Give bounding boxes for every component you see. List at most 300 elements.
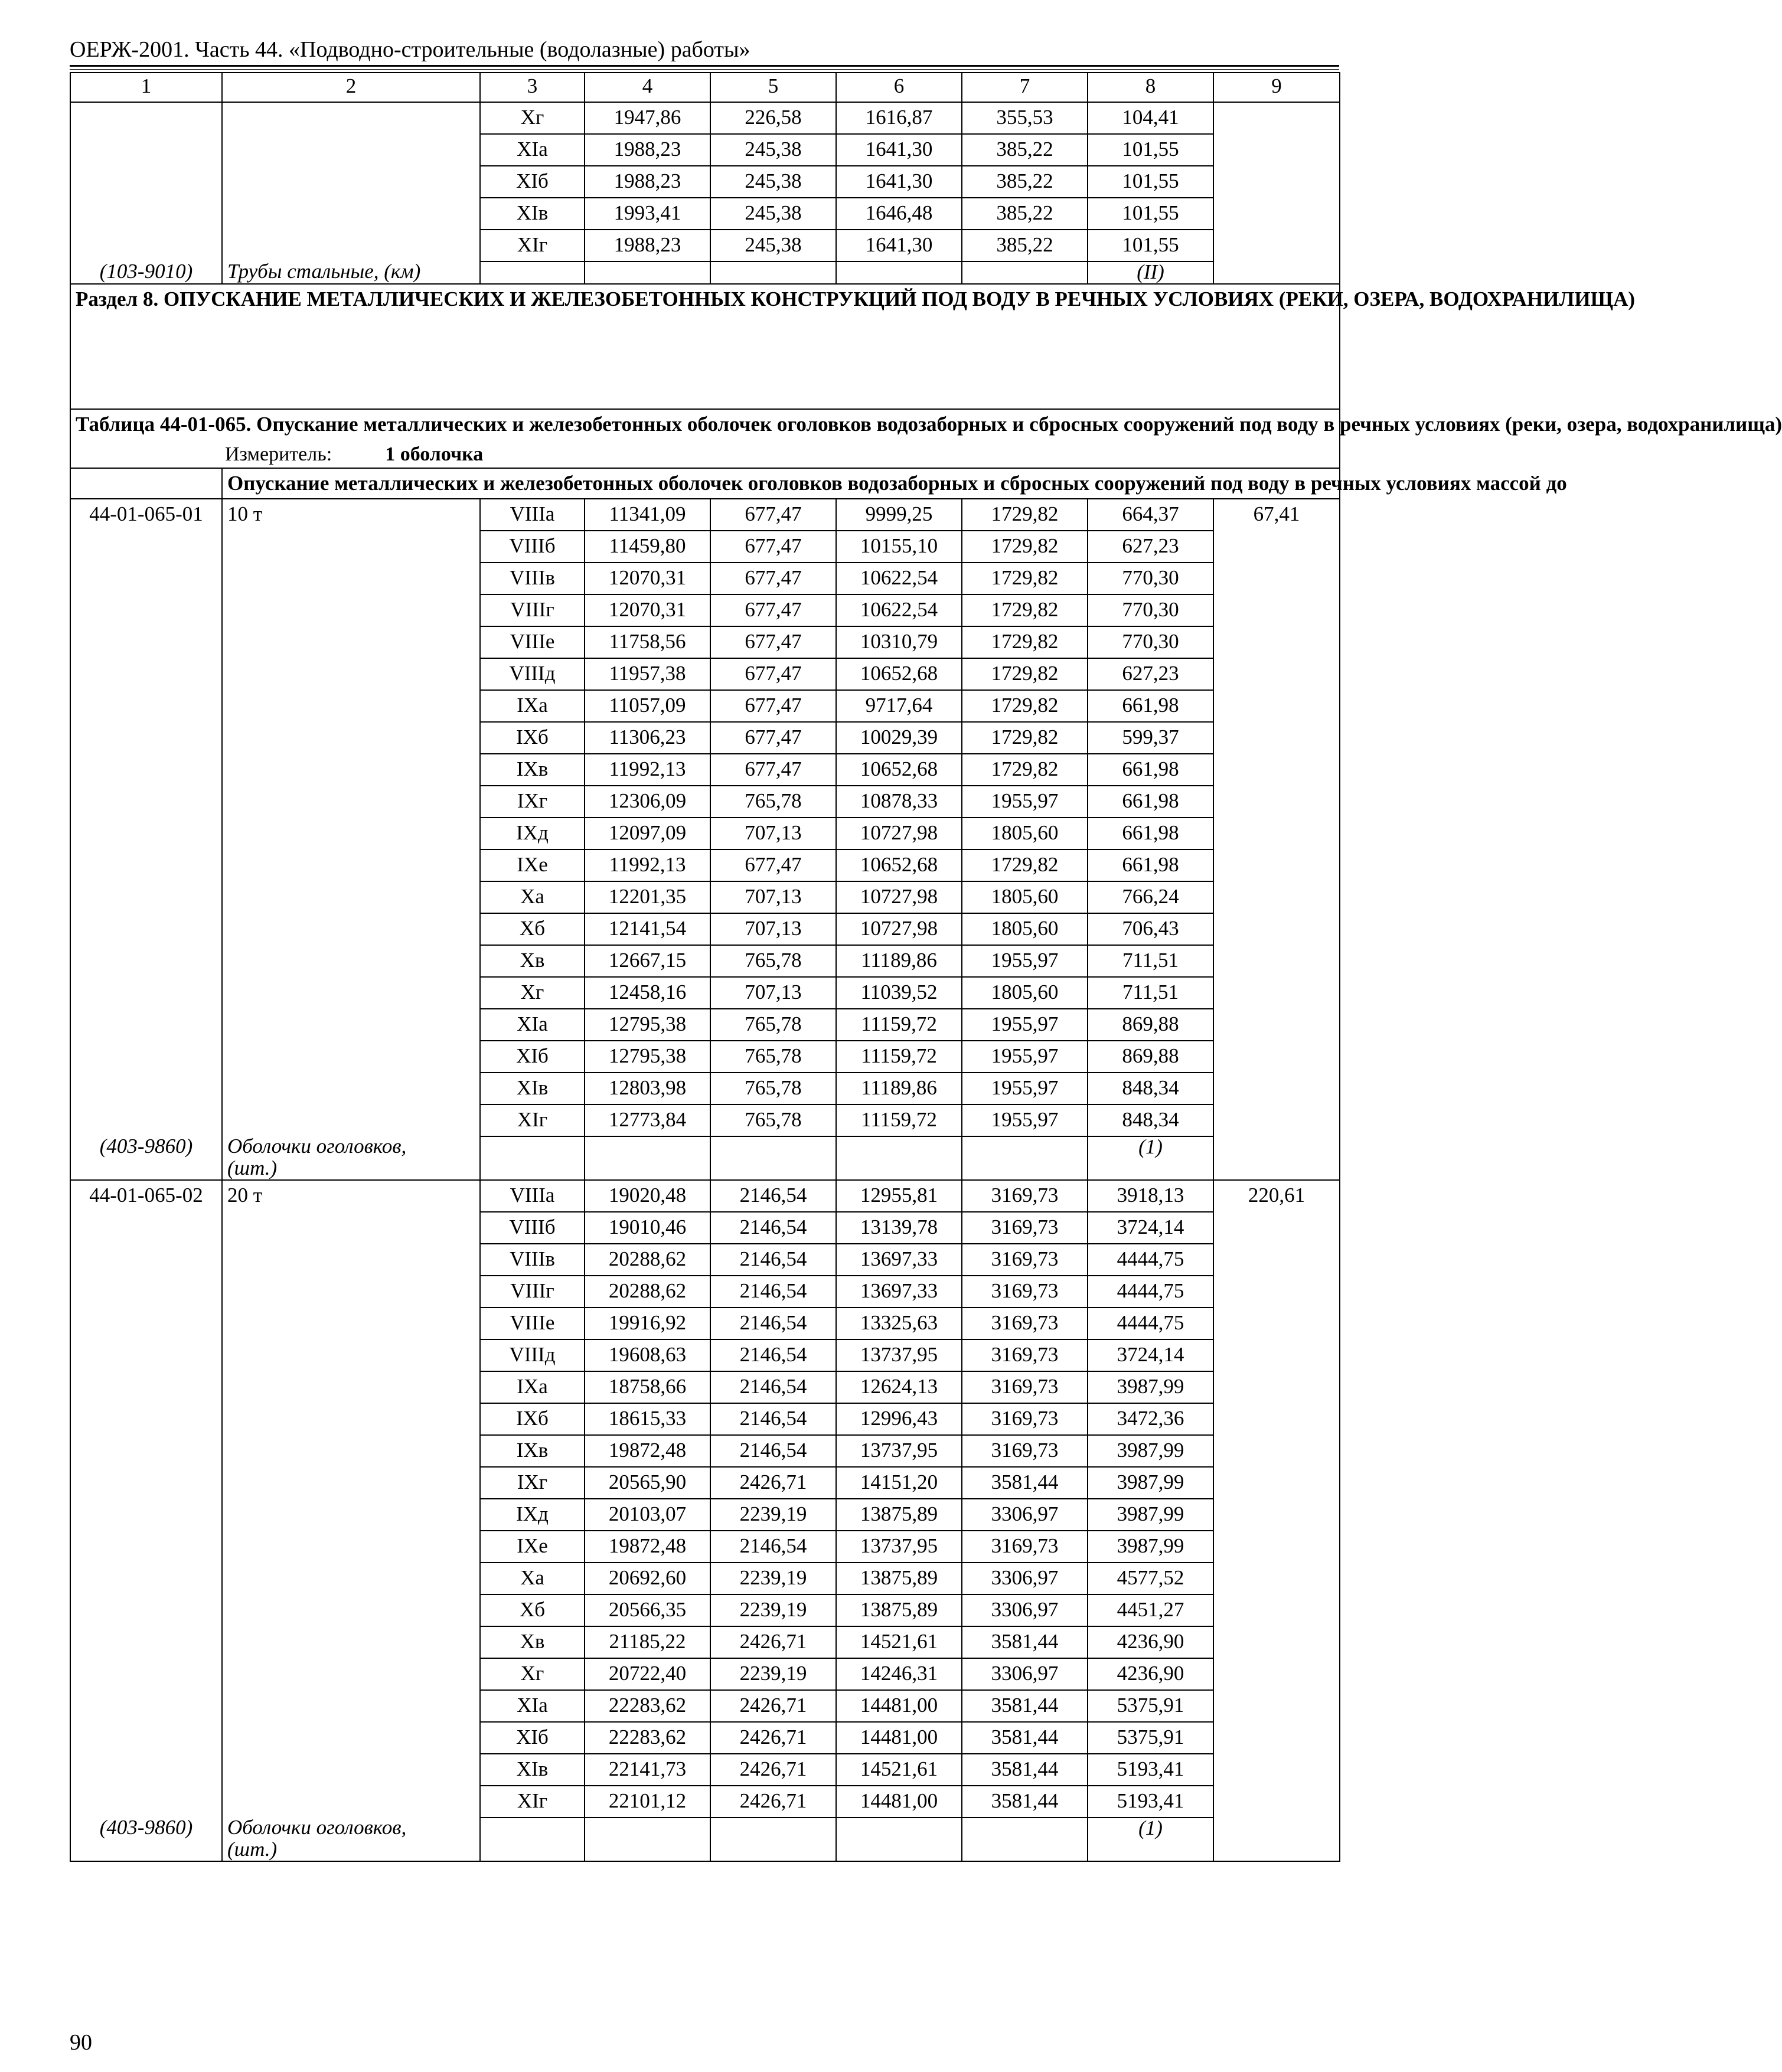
value-cell: 1805,60 xyxy=(962,977,1088,1009)
value-cell: 12201,35 xyxy=(585,881,710,913)
value-cell: 3987,99 xyxy=(1088,1499,1213,1531)
value-cell: 245,38 xyxy=(710,166,836,198)
value-cell: 12996,43 xyxy=(836,1403,962,1435)
value-cell: 765,78 xyxy=(710,945,836,977)
value-cell: 11957,38 xyxy=(585,658,710,690)
value-cell: 869,88 xyxy=(1088,1041,1213,1073)
value-cell: 711,51 xyxy=(1088,977,1213,1009)
value-cell: 245,38 xyxy=(710,134,836,166)
value-cell: 1988,23 xyxy=(585,230,710,262)
resource-unit: (шт.) xyxy=(222,1839,480,1861)
value-cell: 3987,99 xyxy=(1088,1531,1213,1563)
resource-name: Трубы стальные, (км) xyxy=(222,262,480,284)
measure-value: 1 оболочка xyxy=(385,443,484,465)
value-cell: 9999,25 xyxy=(836,499,962,531)
value-cell: 677,47 xyxy=(710,531,836,563)
value-cell: 19020,48 xyxy=(585,1180,710,1212)
value-cell: 12097,09 xyxy=(585,818,710,849)
empty-cell xyxy=(836,262,962,284)
value-cell: 706,43 xyxy=(1088,913,1213,945)
zone-cell: VIIIе xyxy=(480,626,585,658)
value-cell: 1955,97 xyxy=(962,786,1088,818)
header-rule-thin xyxy=(70,69,1339,70)
value-cell: 12667,15 xyxy=(585,945,710,977)
value-cell: 5375,91 xyxy=(1088,1690,1213,1722)
value-cell: 848,34 xyxy=(1088,1073,1213,1104)
value-cell: 11306,23 xyxy=(585,722,710,754)
empty-cell xyxy=(710,1818,836,1839)
value-cell: 3169,73 xyxy=(962,1435,1088,1467)
value-cell: 2426,71 xyxy=(710,1467,836,1499)
value-cell: 599,37 xyxy=(1088,722,1213,754)
resource-code: (403-9860) xyxy=(70,1136,222,1158)
value-cell: 14151,20 xyxy=(836,1467,962,1499)
empty-cell xyxy=(480,1818,585,1839)
value-cell: 2146,54 xyxy=(710,1371,836,1403)
value-cell: 10155,10 xyxy=(836,531,962,563)
value-cell: 3581,44 xyxy=(962,1722,1088,1754)
value-cell: 19010,46 xyxy=(585,1212,710,1244)
value-cell: 3169,73 xyxy=(962,1531,1088,1563)
zone-cell: IXе xyxy=(480,1531,585,1563)
value-cell: 11159,72 xyxy=(836,1009,962,1041)
value-cell: 19872,48 xyxy=(585,1531,710,1563)
value-cell: 12070,31 xyxy=(585,594,710,626)
value-cell: 4236,90 xyxy=(1088,1626,1213,1658)
value-cell: 3306,97 xyxy=(962,1594,1088,1626)
empty-cell xyxy=(1213,1818,1340,1839)
empty-cell xyxy=(1088,1158,1213,1180)
value-cell: 10622,54 xyxy=(836,563,962,594)
value-cell: 1729,82 xyxy=(962,626,1088,658)
zone-cell: VIIIе xyxy=(480,1308,585,1339)
value-cell: 20288,62 xyxy=(585,1276,710,1308)
table-title-row xyxy=(70,409,1340,468)
value-cell: 10727,98 xyxy=(836,881,962,913)
value-cell: 14481,00 xyxy=(836,1786,962,1818)
value-cell: 10029,39 xyxy=(836,722,962,754)
zone-cell: IXб xyxy=(480,1403,585,1435)
empty-cell xyxy=(1213,1158,1340,1180)
value-cell: 18615,33 xyxy=(585,1403,710,1435)
table-row xyxy=(70,1180,1340,1212)
value-cell: 101,55 xyxy=(1088,166,1213,198)
value-cell: 14521,61 xyxy=(836,1626,962,1658)
zone-cell: IXа xyxy=(480,690,585,722)
zone-cell: Xв xyxy=(480,945,585,977)
section-row xyxy=(70,284,1340,409)
value-cell: 13875,89 xyxy=(836,1563,962,1594)
resource-row-cont xyxy=(70,1158,1340,1180)
value-cell: 2239,19 xyxy=(710,1658,836,1690)
value-cell: 226,58 xyxy=(710,102,836,134)
column-number-row xyxy=(70,73,1340,102)
zone-cell: Xа xyxy=(480,1563,585,1594)
empty-cell xyxy=(480,1136,585,1158)
value-cell: 3581,44 xyxy=(962,1626,1088,1658)
value-cell: 1729,82 xyxy=(962,594,1088,626)
value-cell: 677,47 xyxy=(710,499,836,531)
value-cell: 1729,82 xyxy=(962,754,1088,786)
zone-cell: XIв xyxy=(480,198,585,230)
value-cell: 707,13 xyxy=(710,881,836,913)
zone-cell: XIа xyxy=(480,134,585,166)
value-cell: 3169,73 xyxy=(962,1308,1088,1339)
value-cell: 19608,63 xyxy=(585,1339,710,1371)
table-description: Опускание металлических и железобетонных оболочек оголовков водозаборных и сбросных сооружений под воду в речных условиях массой до xyxy=(222,468,1340,499)
value-cell: 4444,75 xyxy=(1088,1244,1213,1276)
value-cell: 385,22 xyxy=(962,198,1088,230)
empty-cell xyxy=(962,262,1088,284)
value-cell: 22101,12 xyxy=(585,1786,710,1818)
value-cell: 3169,73 xyxy=(962,1212,1088,1244)
value-cell: 12955,81 xyxy=(836,1180,962,1212)
resource-unit: (шт.) xyxy=(222,1158,480,1180)
value-cell: 10878,33 xyxy=(836,786,962,818)
empty-cell xyxy=(962,1136,1088,1158)
value-cell: 12070,31 xyxy=(585,563,710,594)
zone-cell: Xа xyxy=(480,881,585,913)
empty-cell xyxy=(585,1158,710,1180)
zone-cell: IXб xyxy=(480,722,585,754)
value-cell: 10727,98 xyxy=(836,818,962,849)
zone-cell: Xб xyxy=(480,913,585,945)
value-cell: 2146,54 xyxy=(710,1403,836,1435)
zone-cell: IXг xyxy=(480,786,585,818)
table-row xyxy=(70,499,1340,531)
value-cell: 2239,19 xyxy=(710,1594,836,1626)
column-number: 5 xyxy=(710,73,836,102)
zone-cell: IXд xyxy=(480,818,585,849)
value-cell: 2146,54 xyxy=(710,1180,836,1212)
value-cell: 661,98 xyxy=(1088,849,1213,881)
value-cell: 3169,73 xyxy=(962,1244,1088,1276)
column-number: 7 xyxy=(962,73,1088,102)
column-number: 4 xyxy=(585,73,710,102)
value-cell: 677,47 xyxy=(710,563,836,594)
resource-code: (103-9010) xyxy=(70,262,222,284)
column-number: 1 xyxy=(70,73,222,102)
value-cell: 3169,73 xyxy=(962,1276,1088,1308)
zone-cell: Xв xyxy=(480,1626,585,1658)
norm-code: 44-01-065-02 xyxy=(70,1180,222,1818)
value-cell: 20565,90 xyxy=(585,1467,710,1499)
value-cell: 3724,14 xyxy=(1088,1212,1213,1244)
column-number: 8 xyxy=(1088,73,1213,102)
value-cell: 5193,41 xyxy=(1088,1786,1213,1818)
zone-cell: VIIIа xyxy=(480,1180,585,1212)
value-cell: 770,30 xyxy=(1088,626,1213,658)
value-cell: 661,98 xyxy=(1088,690,1213,722)
value-cell: 19872,48 xyxy=(585,1435,710,1467)
value-cell: 11189,86 xyxy=(836,945,962,977)
zone-cell: VIIIд xyxy=(480,658,585,690)
value-cell: 1988,23 xyxy=(585,166,710,198)
value-cell: 12773,84 xyxy=(585,1104,710,1136)
value-cell: 1729,82 xyxy=(962,849,1088,881)
value-cell: 10652,68 xyxy=(836,754,962,786)
empty-cell xyxy=(585,1839,710,1861)
zone-cell: IXд xyxy=(480,1499,585,1531)
value-cell: 765,78 xyxy=(710,1073,836,1104)
value-cell: 245,38 xyxy=(710,230,836,262)
value-cell: 3472,36 xyxy=(1088,1403,1213,1435)
value-cell: 1805,60 xyxy=(962,913,1088,945)
value-cell: 661,98 xyxy=(1088,754,1213,786)
empty-cell xyxy=(70,1839,222,1861)
value-cell: 765,78 xyxy=(710,1104,836,1136)
value-cell: 3306,97 xyxy=(962,1658,1088,1690)
empty-cell xyxy=(962,1839,1088,1861)
value-cell: 13737,95 xyxy=(836,1339,962,1371)
value-cell: 707,13 xyxy=(710,977,836,1009)
value-cell: 627,23 xyxy=(1088,531,1213,563)
value-cell: 11459,80 xyxy=(585,531,710,563)
zone-cell: VIIIг xyxy=(480,594,585,626)
zone-cell: XIб xyxy=(480,1722,585,1754)
value-cell: 4444,75 xyxy=(1088,1276,1213,1308)
empty-cell xyxy=(70,1158,222,1180)
value-cell: 677,47 xyxy=(710,658,836,690)
value-cell: 11057,09 xyxy=(585,690,710,722)
value-cell: 2426,71 xyxy=(710,1754,836,1786)
value-cell: 13737,95 xyxy=(836,1435,962,1467)
resource-row xyxy=(70,1136,1340,1158)
empty-cell xyxy=(710,1158,836,1180)
value-cell: 11992,13 xyxy=(585,849,710,881)
value-cell: 13737,95 xyxy=(836,1531,962,1563)
value-cell: 3169,73 xyxy=(962,1371,1088,1403)
value-cell: 677,47 xyxy=(710,722,836,754)
value-cell: 1729,82 xyxy=(962,690,1088,722)
zone-cell: XIб xyxy=(480,1041,585,1073)
value-cell: 12306,09 xyxy=(585,786,710,818)
value-cell: 664,37 xyxy=(1088,499,1213,531)
value-cell: 2146,54 xyxy=(710,1244,836,1276)
value-cell: 13697,33 xyxy=(836,1276,962,1308)
labor-cell: 220,61 xyxy=(1213,1180,1340,1818)
column-number: 3 xyxy=(480,73,585,102)
value-cell: 1729,82 xyxy=(962,658,1088,690)
value-cell: 13325,63 xyxy=(836,1308,962,1339)
header-rule-thick xyxy=(70,65,1339,67)
value-cell: 13139,78 xyxy=(836,1212,962,1244)
empty-cell xyxy=(710,1839,836,1861)
value-cell: 707,13 xyxy=(710,913,836,945)
value-cell: 20288,62 xyxy=(585,1244,710,1276)
zone-cell: VIIIб xyxy=(480,1212,585,1244)
value-cell: 3306,97 xyxy=(962,1499,1088,1531)
value-cell: 385,22 xyxy=(962,166,1088,198)
value-cell: 765,78 xyxy=(710,1041,836,1073)
value-cell: 3169,73 xyxy=(962,1403,1088,1435)
value-cell: 20103,07 xyxy=(585,1499,710,1531)
value-cell: 3169,73 xyxy=(962,1180,1088,1212)
value-cell: 1641,30 xyxy=(836,166,962,198)
section-title: Раздел 8. ОПУСКАНИЕ МЕТАЛЛИЧЕСКИХ И ЖЕЛЕЗОБЕТОННЫХ КОНСТРУКЦИЙ ПОД ВОДУ В РЕЧНЫХ УСЛОВИЯХ (РЕКИ, ОЗЕРА, ВОДОХРАНИЛИЩА) xyxy=(70,284,1340,409)
value-cell: 3724,14 xyxy=(1088,1339,1213,1371)
value-cell: 20692,60 xyxy=(585,1563,710,1594)
value-cell: 1955,97 xyxy=(962,1104,1088,1136)
value-cell: 2426,71 xyxy=(710,1626,836,1658)
resource-qty: (II) xyxy=(1088,262,1213,284)
norm-code: 44-01-065-01 xyxy=(70,499,222,1136)
value-cell: 11159,72 xyxy=(836,1104,962,1136)
value-cell: 1641,30 xyxy=(836,134,962,166)
value-cell: 677,47 xyxy=(710,849,836,881)
resource-qty: (1) xyxy=(1088,1136,1213,1158)
value-cell: 1729,82 xyxy=(962,563,1088,594)
value-cell: 770,30 xyxy=(1088,594,1213,626)
value-cell: 3169,73 xyxy=(962,1339,1088,1371)
empty-cell xyxy=(836,1158,962,1180)
value-cell: 101,55 xyxy=(1088,198,1213,230)
value-cell: 1947,86 xyxy=(585,102,710,134)
empty-cell xyxy=(836,1136,962,1158)
value-cell: 627,23 xyxy=(1088,658,1213,690)
value-cell: 18758,66 xyxy=(585,1371,710,1403)
value-cell: 2146,54 xyxy=(710,1276,836,1308)
value-cell: 21185,22 xyxy=(585,1626,710,1658)
value-cell: 385,22 xyxy=(962,134,1088,166)
value-cell: 3918,13 xyxy=(1088,1180,1213,1212)
table-row xyxy=(70,102,1340,134)
value-cell: 13875,89 xyxy=(836,1594,962,1626)
zone-cell: VIIIв xyxy=(480,563,585,594)
zone-cell: Xг xyxy=(480,977,585,1009)
value-cell: 1955,97 xyxy=(962,945,1088,977)
value-cell: 848,34 xyxy=(1088,1104,1213,1136)
value-cell: 3581,44 xyxy=(962,1786,1088,1818)
zone-cell: IXв xyxy=(480,754,585,786)
value-cell: 2239,19 xyxy=(710,1499,836,1531)
value-cell: 1646,48 xyxy=(836,198,962,230)
value-cell: 765,78 xyxy=(710,1009,836,1041)
empty-cell xyxy=(1213,1136,1340,1158)
zone-cell: XIв xyxy=(480,1754,585,1786)
zone-cell: XIб xyxy=(480,166,585,198)
value-cell: 14521,61 xyxy=(836,1754,962,1786)
norm-mass: 10 т xyxy=(222,499,480,1136)
resource-name: Оболочки оголовков, xyxy=(222,1818,480,1839)
labor-cell xyxy=(1213,102,1340,262)
value-cell: 661,98 xyxy=(1088,786,1213,818)
resource-qty: (1) xyxy=(1088,1818,1213,1839)
value-cell: 355,53 xyxy=(962,102,1088,134)
code-cell xyxy=(70,102,222,262)
table-title: Таблица 44-01-065. Опускание металлических и железобетонных оболочек оголовков водозаборных и сбросных сооружений под воду в речных условиях (реки, озера, водохранилища) xyxy=(76,413,1782,436)
rates-table xyxy=(70,72,1782,1862)
empty-cell xyxy=(1213,262,1340,284)
value-cell: 12624,13 xyxy=(836,1371,962,1403)
value-cell: 1993,41 xyxy=(585,198,710,230)
zone-cell: VIIIа xyxy=(480,499,585,531)
value-cell: 4577,52 xyxy=(1088,1563,1213,1594)
value-cell: 4236,90 xyxy=(1088,1658,1213,1690)
value-cell: 4444,75 xyxy=(1088,1308,1213,1339)
value-cell: 22141,73 xyxy=(585,1754,710,1786)
value-cell: 245,38 xyxy=(710,198,836,230)
zone-cell: Xг xyxy=(480,102,585,134)
value-cell: 677,47 xyxy=(710,754,836,786)
value-cell: 101,55 xyxy=(1088,134,1213,166)
value-cell: 2146,54 xyxy=(710,1308,836,1339)
value-cell: 2426,71 xyxy=(710,1722,836,1754)
zone-cell: IXв xyxy=(480,1435,585,1467)
value-cell: 2239,19 xyxy=(710,1563,836,1594)
value-cell: 711,51 xyxy=(1088,945,1213,977)
value-cell: 3581,44 xyxy=(962,1690,1088,1722)
value-cell: 11341,09 xyxy=(585,499,710,531)
value-cell: 2426,71 xyxy=(710,1786,836,1818)
empty-cell xyxy=(585,1818,710,1839)
resource-row-cont xyxy=(70,1839,1340,1861)
value-cell: 10727,98 xyxy=(836,913,962,945)
value-cell: 2146,54 xyxy=(710,1531,836,1563)
value-cell: 707,13 xyxy=(710,818,836,849)
resource-code: (403-9860) xyxy=(70,1818,222,1839)
empty-cell xyxy=(70,468,222,499)
page-number: 90 xyxy=(70,2030,92,2055)
empty-cell xyxy=(480,1158,585,1180)
value-cell: 766,24 xyxy=(1088,881,1213,913)
empty-cell xyxy=(962,1158,1088,1180)
value-cell: 20566,35 xyxy=(585,1594,710,1626)
zone-cell: XIг xyxy=(480,230,585,262)
value-cell: 10652,68 xyxy=(836,658,962,690)
empty-cell xyxy=(962,1818,1088,1839)
value-cell: 765,78 xyxy=(710,786,836,818)
table-title-cell xyxy=(70,409,1782,468)
value-cell: 22283,62 xyxy=(585,1690,710,1722)
empty-cell xyxy=(836,1818,962,1839)
value-cell: 2146,54 xyxy=(710,1212,836,1244)
norm-mass: 20 т xyxy=(222,1180,480,1818)
value-cell: 11159,72 xyxy=(836,1041,962,1073)
empty-cell xyxy=(585,1136,710,1158)
value-cell: 1988,23 xyxy=(585,134,710,166)
value-cell: 19916,92 xyxy=(585,1308,710,1339)
value-cell: 9717,64 xyxy=(836,690,962,722)
value-cell: 5193,41 xyxy=(1088,1754,1213,1786)
empty-cell xyxy=(480,262,585,284)
value-cell: 869,88 xyxy=(1088,1009,1213,1041)
value-cell: 14481,00 xyxy=(836,1690,962,1722)
value-cell: 14246,31 xyxy=(836,1658,962,1690)
value-cell: 1729,82 xyxy=(962,531,1088,563)
value-cell: 4451,27 xyxy=(1088,1594,1213,1626)
value-cell: 10622,54 xyxy=(836,594,962,626)
value-cell: 1805,60 xyxy=(962,818,1088,849)
column-number: 6 xyxy=(836,73,962,102)
column-number: 9 xyxy=(1213,73,1340,102)
empty-cell xyxy=(585,262,710,284)
value-cell: 677,47 xyxy=(710,690,836,722)
value-cell: 1955,97 xyxy=(962,1073,1088,1104)
value-cell: 10310,79 xyxy=(836,626,962,658)
resource-name: Оболочки оголовков, xyxy=(222,1136,480,1158)
value-cell: 12141,54 xyxy=(585,913,710,945)
value-cell: 385,22 xyxy=(962,230,1088,262)
value-cell: 11992,13 xyxy=(585,754,710,786)
value-cell: 1955,97 xyxy=(962,1041,1088,1073)
value-cell: 1805,60 xyxy=(962,881,1088,913)
zone-cell: IXе xyxy=(480,849,585,881)
value-cell: 1641,30 xyxy=(836,230,962,262)
value-cell: 1729,82 xyxy=(962,722,1088,754)
value-cell: 661,98 xyxy=(1088,818,1213,849)
value-cell: 14481,00 xyxy=(836,1722,962,1754)
